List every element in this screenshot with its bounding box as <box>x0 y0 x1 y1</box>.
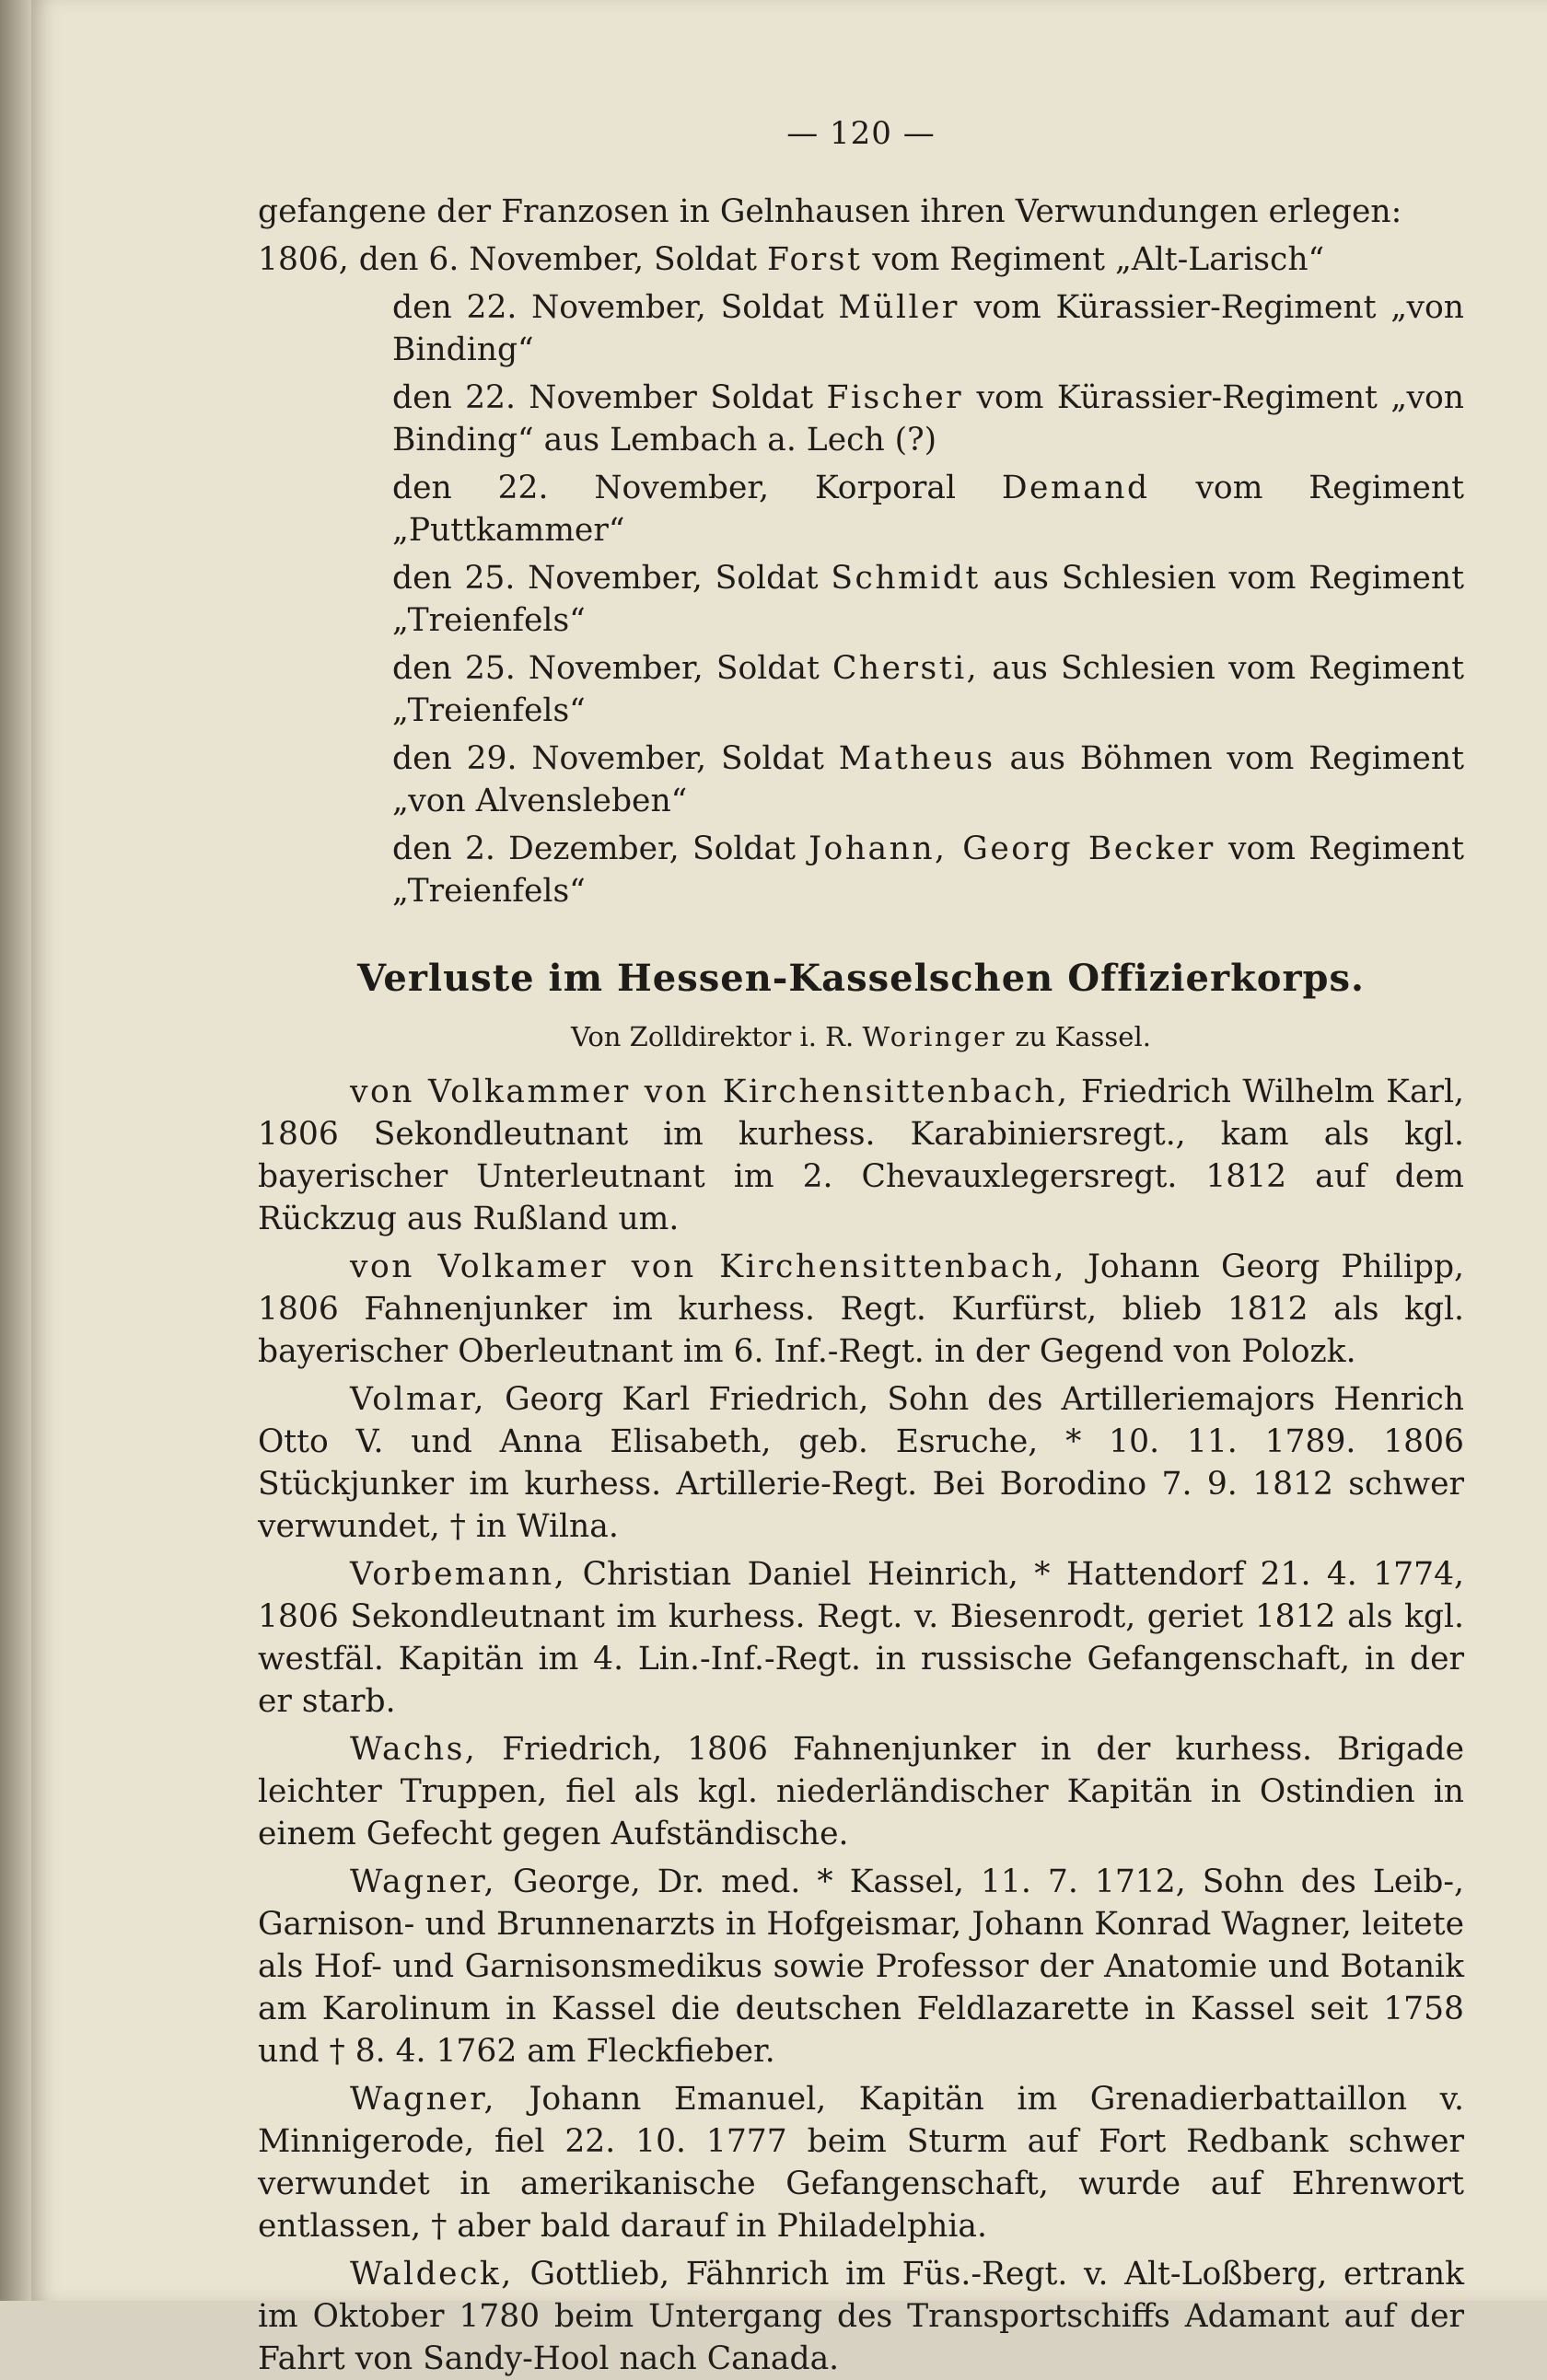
casualty-name: Schmidt <box>831 560 981 597</box>
officer-name: Wachs, <box>350 1731 478 1768</box>
biography-entry <box>258 2078 1464 2247</box>
byline <box>258 1019 1464 1054</box>
officer-name: Volmar, <box>350 1381 487 1418</box>
casualty-list <box>258 238 1464 912</box>
casualty-unit: aus Schlesien vom Regiment „Treienfels“ <box>392 560 1464 639</box>
biography-text: Johann Georg Philipp, 1806 Fahnenjunker im kurhess. Regt. Kurfürst, blieb 1812 als kgl. bayerischer Oberleutnant im 6. Inf.-Regt. in der Gegend von Polozk. <box>258 1248 1465 1370</box>
book-gutter <box>0 0 31 2301</box>
casualty-rank: Soldat <box>692 830 796 867</box>
biography-text: Johann Emanuel, Kapitän im Grenadierbattaillon v. Minnigerode, fiel 22. 10. 1777 beim Sturm auf Fort Redbank schwer verwundet in amerikanische Gefangenschaft, wurde auf Ehrenwort entlassen, † aber bald darauf in Philadelphia. <box>258 2081 1464 2245</box>
byline-author: Woringer <box>862 1021 1007 1052</box>
biography-text: George, Dr. med. * Kassel, 11. 7. 1712, Sohn des Leib-, Garnison- und Brunnenarzts in Hofgeismar, Johann Konrad Wagner, leitete als Hof- und Garnisonsmedikus sowie Professor der Anatomie und Botanik am Karolinum in Kassel die deutschen Feldlazarette in Kassel seit 1758 und † 8. 4. 1762 am Fleckfieber. <box>258 1863 1464 2070</box>
casualty-date: den 25. November, <box>392 560 703 597</box>
casualty-unit: vom Regiment „Treienfels“ <box>392 830 1464 910</box>
casualty-name: Johann, Georg Becker <box>808 830 1216 867</box>
page-number: — 120 — <box>786 115 936 152</box>
officer-name: Wagner, <box>350 2081 496 2118</box>
casualty-date: den 22. November, <box>392 470 770 506</box>
biography-entry <box>258 1861 1464 2072</box>
casualty-unit: vom Regiment „Puttkammer“ <box>392 470 1465 549</box>
casualty-rank: Soldat <box>710 379 814 416</box>
casualty-rank: Korporal <box>814 470 957 506</box>
casualty-entry <box>392 828 1464 912</box>
page-content <box>258 115 1464 2380</box>
casualty-date: den 22. November <box>392 379 697 416</box>
casualty-unit: aus Böhmen vom Regiment „von Alvensleben“ <box>392 740 1464 819</box>
casualty-rank: Soldat <box>715 650 820 687</box>
biography-entry <box>258 1246 1464 1373</box>
casualty-rank: Soldat <box>654 241 757 278</box>
casualty-date: den 29. November, <box>392 740 707 777</box>
biography-entry <box>258 1553 1464 1723</box>
section-heading: Verluste im Hessen-Kasselschen Offizierkorps. <box>357 957 1365 1000</box>
byline-prefix: Von Zolldirektor i. R. <box>571 1021 855 1052</box>
casualty-unit: vom Regiment „Alt-Larisch“ <box>872 241 1325 278</box>
casualty-unit: vom Kürassier-Regiment „von Binding“ aus Lembach a. Lech (?) <box>392 379 1464 459</box>
casualty-name: Müller <box>838 289 960 326</box>
casualty-name: Demand <box>1001 470 1150 506</box>
book-page <box>31 0 1547 2377</box>
biography-entry <box>258 1071 1464 1240</box>
biography-list <box>258 1071 1464 2380</box>
casualty-name: Fischer <box>826 379 964 416</box>
casualty-entry <box>392 286 1464 371</box>
biography-entry <box>258 1378 1464 1548</box>
casualty-rank: Soldat <box>720 740 824 777</box>
casualty-rank: Soldat <box>715 560 819 597</box>
casualty-date: den 25. November, <box>392 650 704 687</box>
biography-entry <box>258 2253 1464 2380</box>
casualty-rank: Soldat <box>720 289 824 326</box>
biography-text: Christian Daniel Heinrich, * Hattendorf 21. 4. 1774, 1806 Sekondleutnant im kurhess. Regt. v. Biesenrodt, geriet 1812 als kgl. westfäl. Kapitän im 4. Lin.-Inf.-Regt. in russische Gefangenschaft, in der er starb. <box>258 1556 1464 1720</box>
officer-name: Wagner, <box>350 1863 496 1900</box>
casualty-unit: aus Schlesien vom Regiment „Treienfels“ <box>392 650 1464 729</box>
casualty-unit: vom Kürassier-Regiment „von Binding“ <box>392 289 1465 368</box>
officer-name: von Volkammer von Kirchensittenbach, <box>350 1074 1070 1110</box>
officer-name: von Volkamer von Kirchensittenbach, <box>350 1248 1067 1285</box>
biography-text: Friedrich, 1806 Fahnenjunker in der kurhess. Brigade leichter Truppen, fiel als kgl. niederländischer Kapitän in Ostindien in einem Gefecht gegen Aufständische. <box>258 1731 1465 1852</box>
casualty-entry <box>392 377 1464 461</box>
casualty-entry <box>258 238 1464 281</box>
casualty-name: Matheus <box>838 740 995 777</box>
casualty-name: Forst <box>766 241 863 278</box>
byline-suffix: zu Kassel. <box>1015 1021 1151 1052</box>
officer-name: Vorbemann, <box>350 1556 567 1593</box>
officer-name: Waldeck, <box>350 2256 514 2293</box>
casualty-entry <box>392 467 1464 551</box>
casualty-date: den 2. Dezember, <box>392 830 680 867</box>
casualty-entry <box>392 647 1464 732</box>
biography-text: Friedrich Wilhelm Karl, 1806 Sekondleutnant im kurhess. Karabiniersregt., kam als kgl. bayerischer Unterleutnant im 2. Chevauxlegersregt. 1812 auf dem Rückzug aus Rußland um. <box>258 1074 1465 1237</box>
casualty-entry <box>392 557 1464 642</box>
casualty-date: 1806, den 6. November, <box>258 241 645 278</box>
biography-entry <box>258 1728 1464 1855</box>
intro-line: gefangene der Franzosen in Gelnhausen ihren Verwundungen erlegen: <box>258 193 1402 230</box>
biography-text: Georg Karl Friedrich, Sohn des Artilleriemajors Henrich Otto V. und Anna Elisabeth, geb. Esruche, * 10. 11. 1789. 1806 Stückjunker im kurhess. Artillerie-Regt. Bei Borodino 7. 9. 1812 schwer verwundet, † in Wilna. <box>258 1381 1465 1545</box>
biography-text: Gottlieb, Fähnrich im Füs.-Regt. v. Alt-Loßberg, ertrank im Oktober 1780 beim Untergang des Transportschiffs Adamant auf der Fahrt von Sandy-Hool nach Canada. <box>258 2256 1465 2377</box>
casualty-entry <box>392 737 1464 822</box>
casualty-date: den 22. November, <box>392 289 706 326</box>
casualty-name: Chersti, <box>832 650 980 687</box>
